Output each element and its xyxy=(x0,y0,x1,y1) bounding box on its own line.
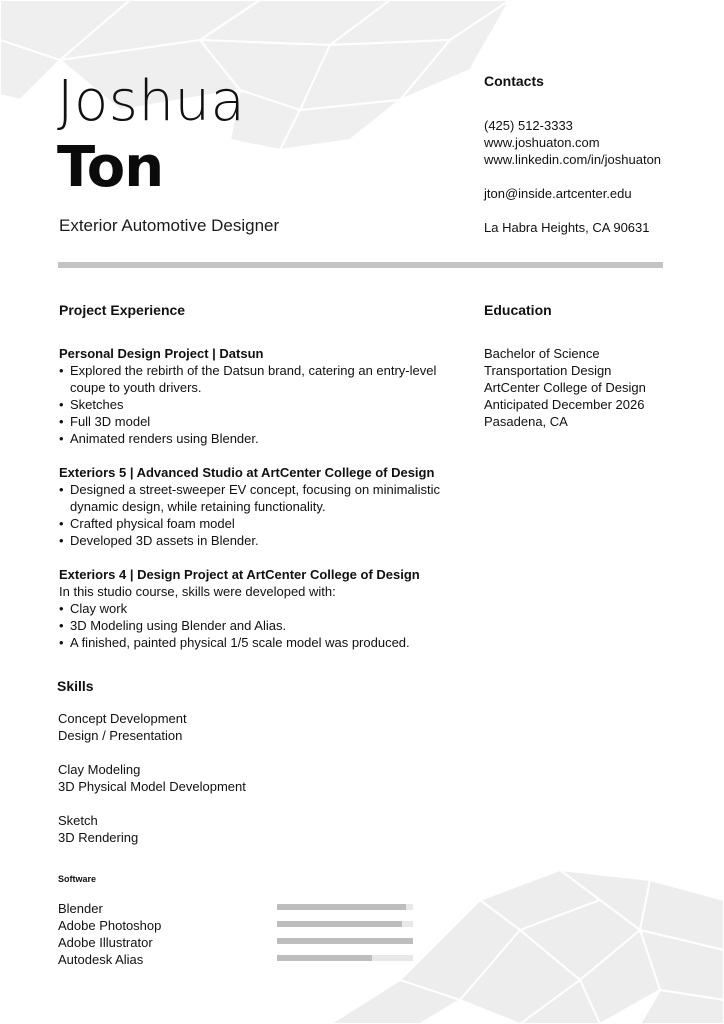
software-list xyxy=(58,900,161,968)
linkedin-link[interactable]: www.linkedin.com/in/joshuaton xyxy=(484,152,662,167)
software-name: Blender xyxy=(58,901,103,916)
proficiency-bar-fill xyxy=(277,955,372,961)
software-name: Autodesk Alias xyxy=(58,952,144,967)
skill-item: Clay Modeling xyxy=(58,762,141,777)
skill-item: Sketch xyxy=(58,813,98,828)
education-block xyxy=(484,345,646,430)
project-intro: In this studio course, skills were developed with: xyxy=(59,584,336,599)
project-item xyxy=(59,566,459,651)
project-experience-heading: Project Experience xyxy=(59,302,186,318)
proficiency-bar-fill xyxy=(277,904,406,910)
skill-group xyxy=(58,761,246,795)
project-item xyxy=(59,345,459,447)
education-line: ArtCenter College of Design xyxy=(484,380,646,395)
skill-item: Concept Development xyxy=(58,711,187,726)
email-link[interactable]: jton@inside.artcenter.edu xyxy=(484,186,632,201)
skill-item: 3D Rendering xyxy=(58,830,139,845)
skill-group xyxy=(58,710,246,744)
education-line: Transportation Design xyxy=(484,363,612,378)
software-row xyxy=(58,900,161,917)
software-row xyxy=(58,951,161,968)
project-title: Exteriors 4 | Design Project at ArtCenter College of Design xyxy=(59,567,420,582)
project-bullet: • 3D Modeling using Blender and Alias. xyxy=(59,617,459,634)
education-heading: Education xyxy=(484,302,552,318)
software-row xyxy=(58,917,161,934)
project-list xyxy=(59,345,459,668)
skill-item: Design / Presentation xyxy=(58,728,183,743)
last-name: Ton xyxy=(57,135,164,200)
project-bullet: • Crafted physical foam model xyxy=(59,515,459,532)
skill-group xyxy=(58,812,246,846)
education-line: Pasadena, CA xyxy=(484,414,568,429)
contacts-heading: Contacts xyxy=(484,73,544,89)
software-name: Adobe Photoshop xyxy=(58,918,162,933)
project-bullet: • A finished, painted physical 1/5 scale model was produced. xyxy=(59,634,459,651)
location: La Habra Heights, CA 90631 xyxy=(484,220,650,235)
contacts-block xyxy=(484,117,661,236)
skills-list xyxy=(58,710,246,863)
proficiency-bar-track xyxy=(277,904,413,910)
project-bullet: • Clay work xyxy=(59,600,459,617)
job-title: Exterior Automotive Designer xyxy=(59,216,280,235)
header-divider xyxy=(58,262,663,268)
website-link[interactable]: www.joshuaton.com xyxy=(484,135,600,150)
proficiency-bar-track xyxy=(277,938,413,944)
phone-number: (425) 512-3333 xyxy=(484,118,573,133)
project-bullet: • Sketches xyxy=(59,396,459,413)
project-title: Exteriors 5 | Advanced Studio at ArtCenter College of Design xyxy=(59,465,435,480)
project-bullet: • Explored the rebirth of the Datsun brand, catering an entry-level coupe to youth drivers. xyxy=(59,362,459,396)
project-title: Personal Design Project | Datsun xyxy=(59,346,264,361)
software-heading: Software xyxy=(58,874,97,884)
proficiency-bar-track xyxy=(277,921,413,927)
project-item xyxy=(59,464,459,549)
proficiency-bar-track xyxy=(277,955,413,961)
education-line: Bachelor of Science xyxy=(484,346,600,361)
education-line: Anticipated December 2026 xyxy=(484,397,645,412)
software-row xyxy=(58,934,161,951)
software-name: Adobe Illustrator xyxy=(58,935,153,950)
project-bullet: • Developed 3D assets in Blender. xyxy=(59,532,459,549)
proficiency-bar-fill xyxy=(277,938,413,944)
skills-heading: Skills xyxy=(57,678,94,694)
project-bullet: • Designed a street-sweeper EV concept, focusing on minimalistic dynamic design, while retaining functionality. xyxy=(59,481,459,515)
first-name: Joshua xyxy=(57,69,246,134)
project-bullet: • Animated renders using Blender. xyxy=(59,430,459,447)
project-bullet: • Full 3D model xyxy=(59,413,459,430)
skill-item: 3D Physical Model Development xyxy=(58,779,246,794)
proficiency-bar-fill xyxy=(277,921,402,927)
